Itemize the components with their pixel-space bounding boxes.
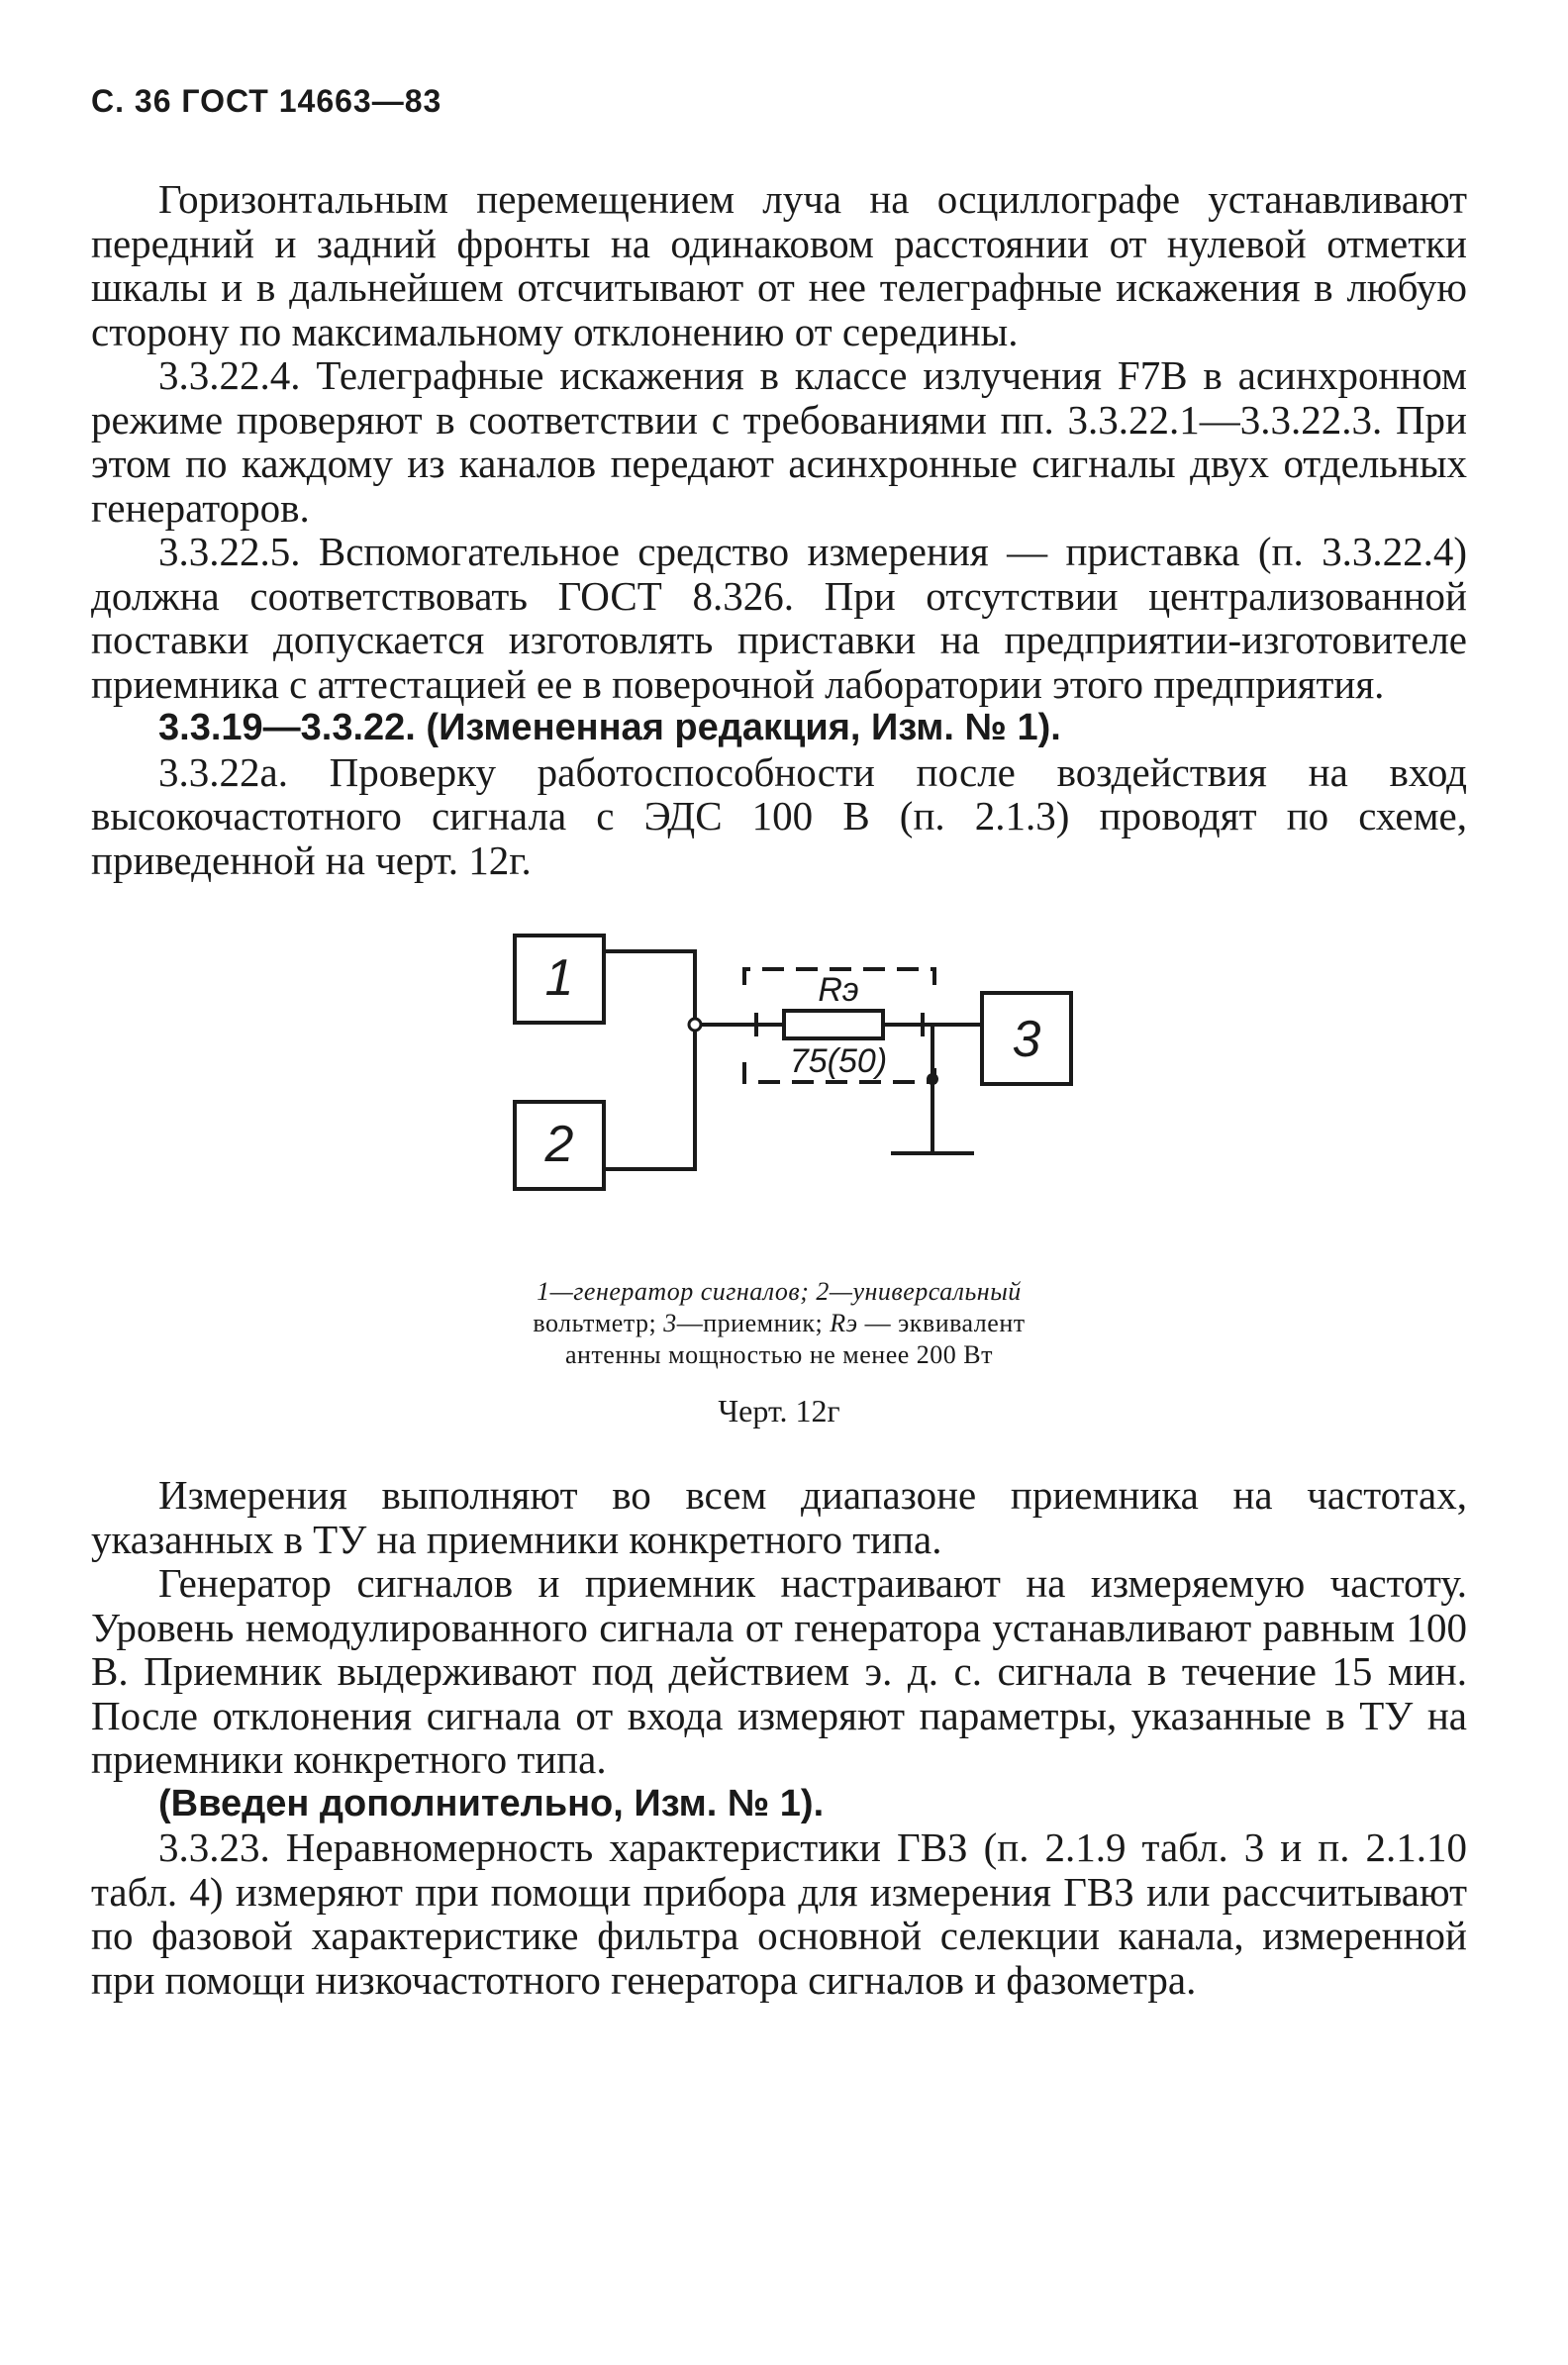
circuit-diagram [91, 924, 1467, 1240]
caption-text-2: —универсальный [829, 1277, 1022, 1306]
amendment-note-2: (Введен дополнительно, Изм. № 1). [158, 1782, 825, 1824]
block-1-label: 1 [544, 949, 574, 1007]
paragraph-3-3-22-5: 3.3.22.5. Вспомогательное средство измерения — приставка (п. 3.3.22.4) должна соответствовать ГОСТ 8.326. При отсутствии централизованной поставки допускается изготовлять приставки на предприятии-изготовителе приемника с аттестацией ее в поверочной лаборатории этого предприятия. [91, 529, 1467, 707]
caption-line-3: антенны мощностью не менее 200 Вт [564, 1340, 994, 1369]
figure-title: Черт. 12г [718, 1393, 840, 1429]
ground-node [927, 1073, 938, 1085]
caption-line-2 [433, 1308, 1126, 1339]
caption-text-1: —генератор сигналов; [549, 1277, 817, 1306]
caption-text-5: — эквивалент [857, 1309, 1026, 1337]
caption-text-4: —приемник; [676, 1309, 831, 1337]
paragraph-3-3-22-4: 3.3.22.4. Телеграфные искажения в классе излучения F7B в асинхронном режиме проверяют в соответствии с требованиями пп. 3.3.22.1—3.3.22.3. При этом по каждому из каналов передают асинхронные сигналы двух отдельных генераторов. [91, 352, 1467, 531]
block-2-label: 2 [544, 1116, 574, 1173]
wire-1 [604, 951, 695, 1025]
caption-num-2: 2 [816, 1277, 830, 1306]
paragraph-generator: Генератор сигналов и приемник настраивают на измеряемую частоту. Уровень немодулированного сигнала от генератора устанавливают равным 100 В. Приемник выдерживают под действием э. д. с. сигнала в течение 15 мин. После отклонения сигнала от входа измеряют параметры, указанные в ТУ на приемники конкретного типа. [91, 1560, 1467, 1782]
resistor-label: Rэ [818, 971, 859, 1009]
paragraph-3-3-23: 3.3.23. Неравномерность характеристики ГВЗ (п. 2.1.9 табл. 3 и п. 2.1.10 табл. 4) измеряют при помощи прибора для измерения ГВЗ или рассчитывают по фазовой характеристике фильтра основной селекции канала, измеренной при помощи низкочастотного генератора сигналов и фазометра. [91, 1824, 1467, 2003]
resistor-body [784, 1011, 883, 1038]
caption-text-3: вольтметр; [533, 1309, 664, 1337]
figure-caption [433, 1276, 1126, 1371]
caption-line-1 [433, 1276, 1126, 1308]
resistor-value: 75(50) [789, 1042, 888, 1080]
paragraph-measurements: Измерения выполняют во всем диапазоне приемника на частотах, указанных в ТУ на приемники конкретного типа. [91, 1472, 1467, 1562]
wire-2 [604, 1025, 695, 1169]
junction-node [689, 1019, 701, 1031]
caption-symbol-r: Rэ [830, 1309, 858, 1337]
paragraph-3-3-22a: 3.3.22а. Проверку работоспособности после воздействия на вход высокочастотного сигнала с ЭДС 100 В (п. 2.1.3) проводят по схеме, приведенной на черт. 12г. [91, 748, 1467, 883]
caption-num-1: 1 [537, 1277, 550, 1306]
document-page [91, 69, 1467, 2002]
page-header: С. 36 ГОСТ 14663—83 [91, 83, 442, 119]
block-3-label: 3 [1012, 1011, 1041, 1068]
circuit-svg [91, 924, 1467, 1240]
amendment-note-1: 3.3.19—3.3.22. (Измененная редакция, Изм. № 1). [158, 707, 1061, 748]
caption-num-3: 3 [663, 1309, 677, 1337]
paragraph-oscilloscope: Горизонтальным перемещением луча на осциллографе устанавливают передний и задний фронты на одинаковом расстоянии от нулевой отметки шкалы и в дальнейшем отсчитывают от нее телеграфные искажения в любую сторону по максимальному отклонению от середины. [91, 176, 1467, 354]
